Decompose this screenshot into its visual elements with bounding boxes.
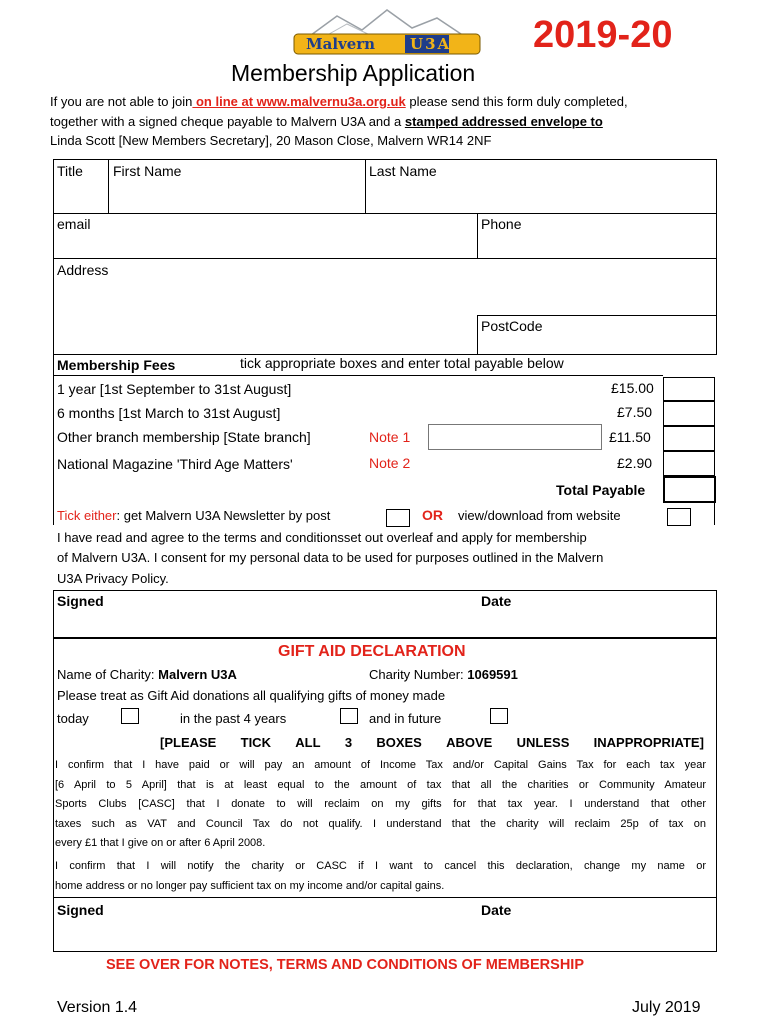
tick-word: ABOVE — [446, 735, 493, 750]
fee-label-1year: 1 year [1st September to 31st August] — [57, 381, 292, 397]
agreement-line-2: of Malvern U3A. I consent for my personal data to be used for purposes outlined in the Malvern — [57, 550, 604, 565]
para-line: [6 April to 5 April] that is at least equal to the amount of tax that all the charities or Community Amateur — [55, 778, 706, 791]
charity-name-row — [57, 667, 237, 682]
gift-aid-treat-text: Please treat as Gift Aid donations all qualifying gifts of money made — [57, 688, 446, 703]
fees-instruction: tick appropriate boxes and enter total payable below — [240, 355, 564, 371]
today-checkbox[interactable] — [121, 708, 139, 724]
version-date: July 2019 — [632, 999, 701, 1016]
fee-price-6months: £7.50 — [617, 404, 653, 420]
membership-signed-label: Signed — [57, 593, 104, 609]
tick-word: ALL — [295, 735, 321, 750]
fee-note-1: Note 1 — [369, 429, 411, 445]
para-line: I confirm that I will notify the charity or CASC if I want to cancel this declaration, change my name or — [55, 860, 706, 872]
gift-aid-paragraph-2 — [55, 857, 706, 896]
address-label: Address — [57, 262, 109, 278]
charity-name-label: Name of Charity: — [57, 667, 159, 682]
fee-label-magazine: National Magazine 'Third Age Matters' — [57, 456, 293, 472]
address-field[interactable] — [54, 259, 476, 354]
page-title: Membership Application — [231, 60, 476, 86]
fee-box-other-branch[interactable] — [663, 426, 715, 451]
first-name-label: First Name — [113, 163, 182, 179]
para-line: home address or no longer pay sufficient tax on my income and/or capital gains. — [55, 879, 445, 892]
phone-label: Phone — [481, 216, 522, 232]
intro-text: please send this form duly completed, — [405, 94, 628, 109]
future-checkbox[interactable] — [490, 708, 508, 724]
charity-name: Malvern U3A — [158, 667, 237, 682]
fee-price-1year: £15.00 — [611, 380, 654, 396]
membership-signature-field[interactable] — [54, 591, 474, 637]
gift-aid-date-field[interactable] — [478, 898, 716, 951]
tick-word: INAPPROPRIATE] — [593, 735, 704, 750]
fee-box-magazine[interactable] — [663, 451, 715, 476]
intro-underlined: stamped addressed envelope to — [404, 114, 603, 129]
intro-text: together with a signed cheque payable to Malvern U3A and a — [50, 114, 405, 129]
membership-date-field[interactable] — [478, 591, 716, 637]
tick-word: [PLEASE — [160, 735, 217, 750]
newsletter-post-text: : get Malvern U3A Newsletter by post — [116, 508, 331, 523]
agreement-line-1: I have read and agree to the terms and conditionsset out overleaf and apply for membership — [57, 530, 587, 545]
total-payable-label: Total Payable — [556, 482, 646, 498]
past-4-years-checkbox[interactable] — [340, 708, 358, 724]
past-label: in the past 4 years — [180, 711, 287, 726]
year-heading: 2019-20 — [533, 14, 673, 56]
charity-number-label: Charity Number: — [369, 667, 468, 682]
newsletter-row — [57, 508, 330, 523]
tick-word: BOXES — [376, 735, 422, 750]
or-label: OR — [422, 507, 443, 523]
newsletter-web-checkbox[interactable] — [667, 508, 691, 526]
intro-line-2 — [50, 114, 603, 129]
fee-label-6months: 6 months [1st March to 31st August] — [57, 405, 281, 421]
state-branch-input[interactable] — [428, 424, 602, 450]
newsletter-web-text: view/download from website — [458, 508, 621, 523]
see-over-notice: SEE OVER FOR NOTES, TERMS AND CONDITIONS OF MEMBERSHIP — [106, 957, 584, 973]
last-name-label: Last Name — [369, 163, 437, 179]
newsletter-post-checkbox[interactable] — [386, 509, 410, 527]
tick-all-instruction — [160, 735, 704, 750]
fee-note-2: Note 2 — [369, 455, 411, 471]
email-field[interactable] — [54, 214, 476, 257]
fee-price-magazine: £2.90 — [617, 455, 653, 471]
membership-date-label: Date — [481, 593, 512, 609]
version-label: Version 1.4 — [57, 999, 138, 1016]
gift-aid-date-label: Date — [481, 902, 512, 918]
fee-box-6months[interactable] — [663, 401, 715, 426]
total-payable-box[interactable] — [663, 476, 716, 503]
charity-number: 1069591 — [467, 667, 518, 682]
charity-number-row — [369, 667, 518, 682]
tick-either-label: Tick either — [57, 508, 117, 523]
para-line: Sports Clubs [CASC] that I donate to will reclaim on my gifts for that tax year. I understand that other — [55, 798, 706, 810]
para-line: every £1 that I give on or after 6 April 2008. — [55, 837, 266, 849]
fee-box-1year[interactable] — [663, 377, 715, 401]
logo-text-malvern: Malvern — [306, 35, 376, 53]
tick-word: UNLESS — [516, 735, 570, 750]
tick-word: 3 — [344, 735, 353, 750]
agreement-line-3: U3A Privacy Policy. — [57, 571, 169, 586]
postcode-label: PostCode — [481, 318, 543, 334]
fee-price-other-branch: £11.50 — [609, 429, 651, 445]
today-label: today — [57, 711, 89, 726]
fee-label-other-branch: Other branch membership [State branch] — [57, 429, 311, 445]
intro-text: If you are not able to join — [50, 94, 193, 109]
para-line: taxes such as VAT and Council Tax do not qualify. I understand that the charity will reclaim 25p of tax on — [55, 817, 706, 830]
email-label: email — [57, 216, 91, 232]
future-label: and in future — [369, 711, 442, 726]
website-link[interactable]: on line at www.malvernu3a.org.uk — [192, 94, 406, 109]
fees-heading: Membership Fees — [57, 357, 176, 373]
intro-line-3: Linda Scott [New Members Secretary], 20 Mason Close, Malvern WR14 2NF — [50, 133, 492, 148]
gift-aid-heading: GIFT AID DECLARATION — [278, 643, 466, 660]
tick-word: TICK — [240, 735, 271, 750]
intro-line-1 — [50, 94, 628, 109]
gift-aid-paragraph-1 — [55, 756, 706, 854]
title-label: Title — [57, 163, 83, 179]
para-line: I confirm that I have paid or will pay an amount of Income Tax and/or Capital Gains Tax for each tax year — [55, 759, 706, 771]
gift-aid-signature-field[interactable] — [54, 898, 474, 951]
u3a-logo — [292, 8, 482, 56]
gift-aid-signed-label: Signed — [57, 902, 104, 918]
logo-text-u3a: U3A — [410, 35, 452, 53]
